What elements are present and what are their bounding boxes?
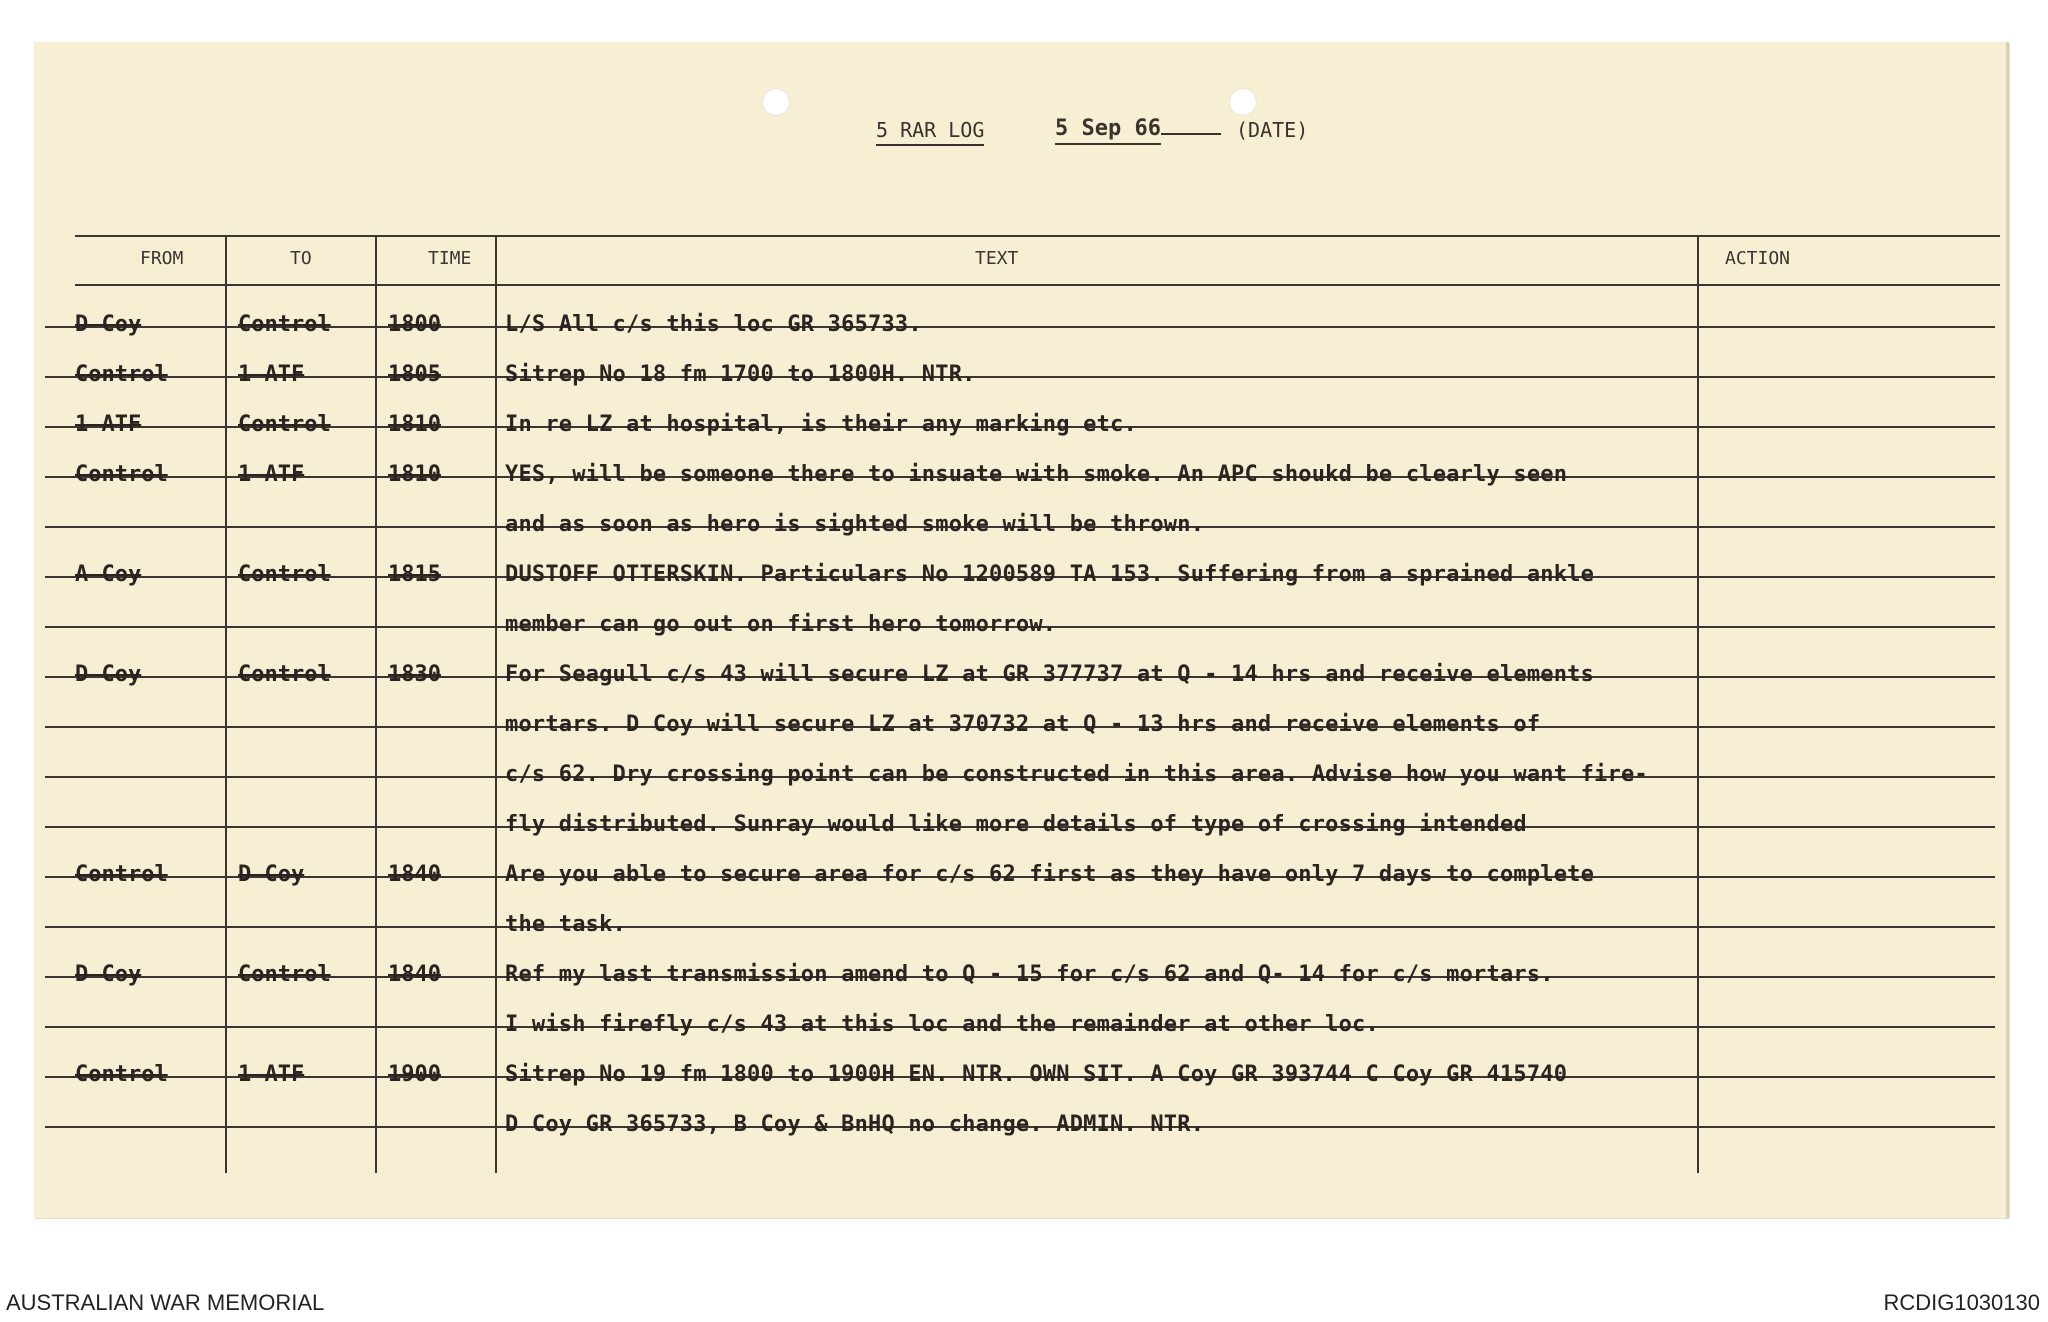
entry-text-line: Ref my last transmission amend to Q - 15 for c/s 62 and Q- 14 for c/s mortars. [505, 962, 1554, 987]
log-title [876, 118, 984, 142]
log-date-value: 5 Sep 66 [1055, 116, 1161, 145]
entry-text-line: Are you able to secure area for c/s 62 first as they have only 7 days to complete [505, 862, 1595, 887]
footer-left: AUSTRALIAN WAR MEMORIAL [6, 1290, 325, 1315]
entry-to: Control [238, 962, 331, 987]
col-header-from: FROM [140, 248, 184, 269]
header-bottom-rule [75, 284, 2000, 286]
punch-hole-right [1229, 88, 1257, 116]
entry-text-line: I wish firefly c/s 43 at this loc and the remainder at other loc. [505, 1012, 1379, 1037]
entry-to: Control [238, 412, 331, 437]
entry-time: 1800 [388, 312, 441, 337]
col-divider-time-text [495, 235, 497, 1173]
col-divider-text-action [1697, 235, 1699, 1173]
date-underline [1161, 133, 1221, 135]
col-header-action: ACTION [1725, 248, 1791, 269]
ruled-line [45, 926, 1995, 928]
entry-text-line: c/s 62. Dry crossing point can be constructed in this area. Advise how you want fire- [505, 762, 1648, 787]
col-header-text: TEXT [975, 248, 1019, 269]
entry-from: Control [75, 862, 168, 887]
entry-time: 1810 [388, 412, 441, 437]
entry-from: A Coy [75, 562, 142, 587]
entry-to: Control [238, 562, 331, 587]
entry-to: Control [238, 662, 331, 687]
entry-text-line: mortars. D Coy will secure LZ at 370732 at Q - 13 hrs and receive elements of [505, 712, 1541, 737]
entry-text-line: member can go out on first hero tomorrow. [505, 612, 1057, 637]
entry-from: D Coy [75, 962, 142, 987]
entry-text-line: Sitrep No 19 fm 1800 to 1900H EN. NTR. OWN SIT. A Coy GR 393744 C Coy GR 415740 [505, 1062, 1568, 1087]
date-label: (DATE) [1236, 118, 1309, 142]
ruled-line [45, 376, 1995, 378]
entry-text-line: Sitrep No 18 fm 1700 to 1800H. NTR. [505, 362, 976, 387]
entry-from: Control [75, 462, 168, 487]
entry-time: 1900 [388, 1062, 441, 1087]
entry-time: 1830 [388, 662, 441, 687]
log-name: 5 RAR LOG [876, 118, 984, 146]
col-divider-from-to [225, 235, 227, 1173]
entry-time: 1840 [388, 862, 441, 887]
entry-to: 1 ATF [238, 1062, 305, 1087]
entry-text-line: D Coy GR 365733, B Coy & BnHQ no change. ADMIN. NTR. [505, 1112, 1205, 1137]
entry-from: 1 ATF [75, 412, 142, 437]
entry-from: Control [75, 1062, 168, 1087]
entry-time: 1840 [388, 962, 441, 987]
entry-text-line: YES, will be someone there to insuate with smoke. An APC shoukd be clearly seen [505, 462, 1568, 487]
entry-text-line: the task. [505, 912, 627, 937]
entry-from: D Coy [75, 662, 142, 687]
col-divider-to-time [375, 235, 377, 1173]
col-header-time: TIME [428, 248, 472, 269]
entry-to: D Coy [238, 862, 305, 887]
entry-text-line: and as soon as hero is sighted smoke will be thrown. [505, 512, 1205, 537]
col-header-to: TO [290, 248, 312, 269]
entry-from: D Coy [75, 312, 142, 337]
log-date [1055, 116, 1221, 141]
entry-text-line: In re LZ at hospital, is their any marking etc. [505, 412, 1137, 437]
entry-time: 1805 [388, 362, 441, 387]
table-top-rule [75, 235, 2000, 237]
entry-text-line: L/S All c/s this loc GR 365733. [505, 312, 922, 337]
entry-text-line: fly distributed. Sunray would like more details of type of crossing intended [505, 812, 1527, 837]
entry-text-line: For Seagull c/s 43 will secure LZ at GR 377737 at Q - 14 hrs and receive elements [505, 662, 1595, 687]
entry-to: Control [238, 312, 331, 337]
entry-time: 1810 [388, 462, 441, 487]
punch-hole-left [762, 88, 790, 116]
entry-to: 1 ATF [238, 362, 305, 387]
entry-text-line: DUSTOFF OTTERSKIN. Particulars No 1200589 TA 153. Suffering from a sprained ankle [505, 562, 1595, 587]
footer-right: RCDIG1030130 [1883, 1290, 2040, 1315]
ruled-line [45, 326, 1995, 328]
entry-time: 1815 [388, 562, 441, 587]
entry-to: 1 ATF [238, 462, 305, 487]
entry-from: Control [75, 362, 168, 387]
